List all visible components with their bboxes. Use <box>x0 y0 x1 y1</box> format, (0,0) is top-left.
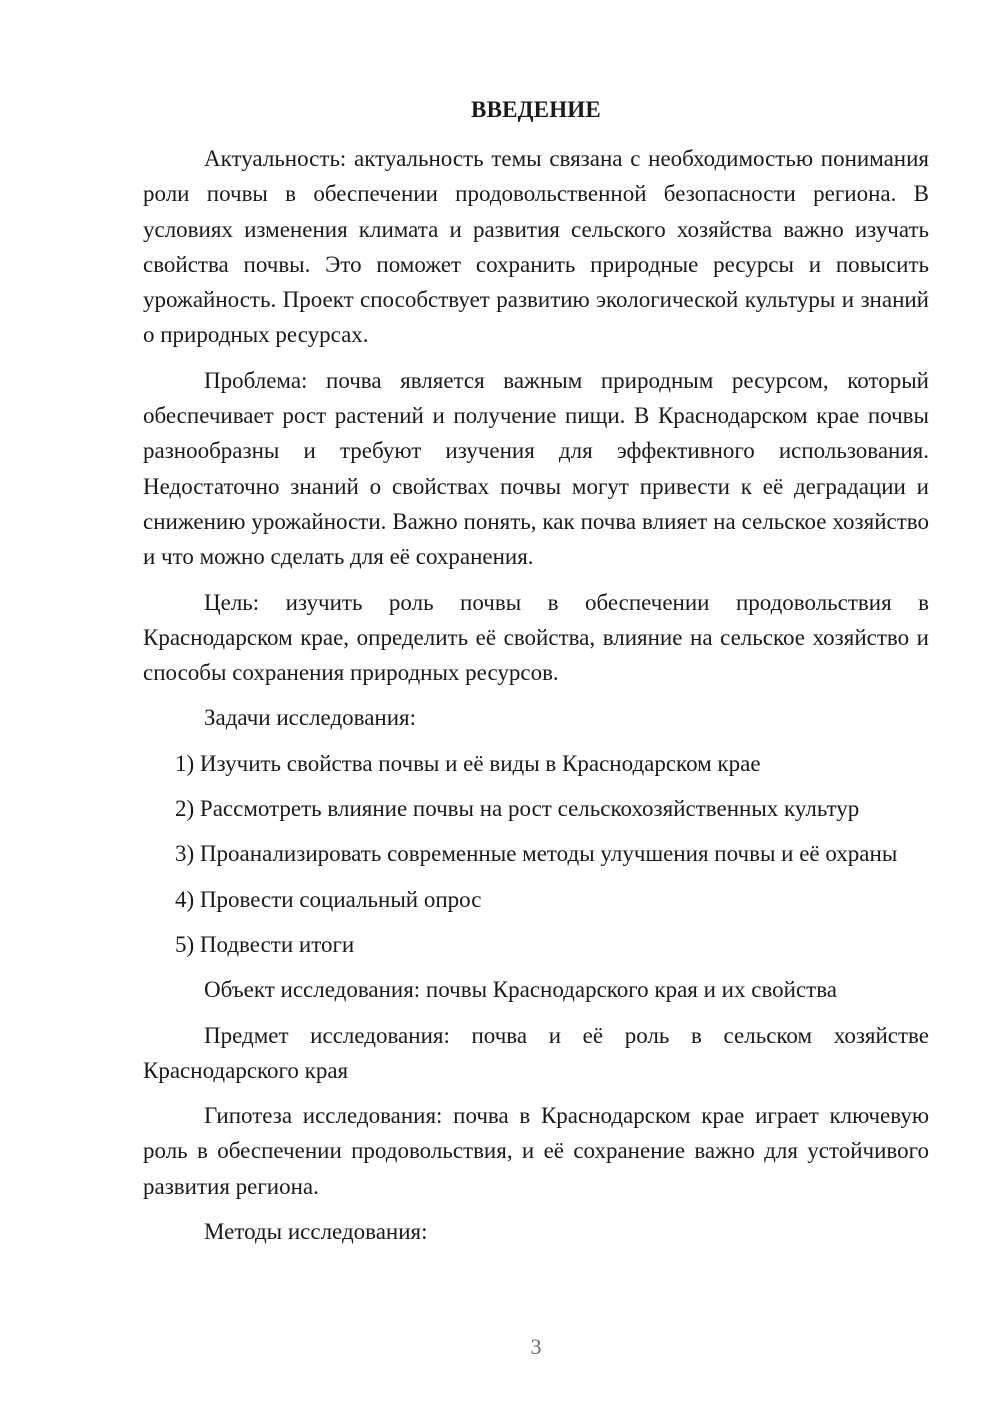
page-number: 3 <box>530 1334 542 1359</box>
hypothesis-paragraph: Гипотеза исследования: почва в Краснодарском крае играет ключевую роль в обеспечении продовольствия, и её сохранение важно для устойчивого развития региона. <box>143 1103 929 1199</box>
section-title: ВВЕДЕНИЕ <box>471 97 601 122</box>
page-content <box>143 95 929 1259</box>
subject-paragraph: Предмет исследования: почва и её роль в сельском хозяйстве Краснодарского края <box>143 1022 929 1083</box>
tasks-heading: Задачи исследования: <box>204 705 417 731</box>
task-item-1: 1) Изучить свойства почвы и её виды в Краснодарском крае <box>175 750 761 776</box>
methods-heading: Методы исследования: <box>204 1219 428 1245</box>
problem-paragraph: Проблема: почва является важным природным ресурсом, который обеспечивает рост растений и получение пищи. В Краснодарском крае почвы разнообразны и требуют изучения для эффективного использования. Недостаточно знаний о свойствах почвы могут привести к её деградации и снижению урожайности. Важно понять, как почва влияет на сельское хозяйство и что можно сделать для её сохранения. <box>143 367 929 570</box>
object-paragraph: Объект исследования: почвы Краснодарского края и их свойства <box>204 977 837 1003</box>
goal-paragraph: Цель: изучить роль почвы в обеспечении продовольствия в Краснодарском крае, определить её свойства, влияние на сельское хозяйство и способы сохранения природных ресурсов. <box>143 589 929 686</box>
task-item-2: 2) Рассмотреть влияние почвы на рост сельскохозяйственных культур <box>175 796 860 822</box>
task-item-3: 3) Проанализировать современные методы улучшения почвы и её охраны <box>175 841 898 867</box>
task-item-4: 4) Провести социальный опрос <box>175 886 482 912</box>
relevance-paragraph: Актуальность: актуальность темы связана с необходимостью понимания роли почвы в обеспечении продовольственной безопасности региона. В условиях изменения климата и развития сельского хозяйства важно изучать свойства почвы. Это поможет сохранить природные ресурсы и повысить урожайность. Проект способствует развитию экологической культуры и знаний о природных ресурсах. <box>143 146 929 348</box>
task-item-5: 5) Подвести итоги <box>175 931 355 957</box>
